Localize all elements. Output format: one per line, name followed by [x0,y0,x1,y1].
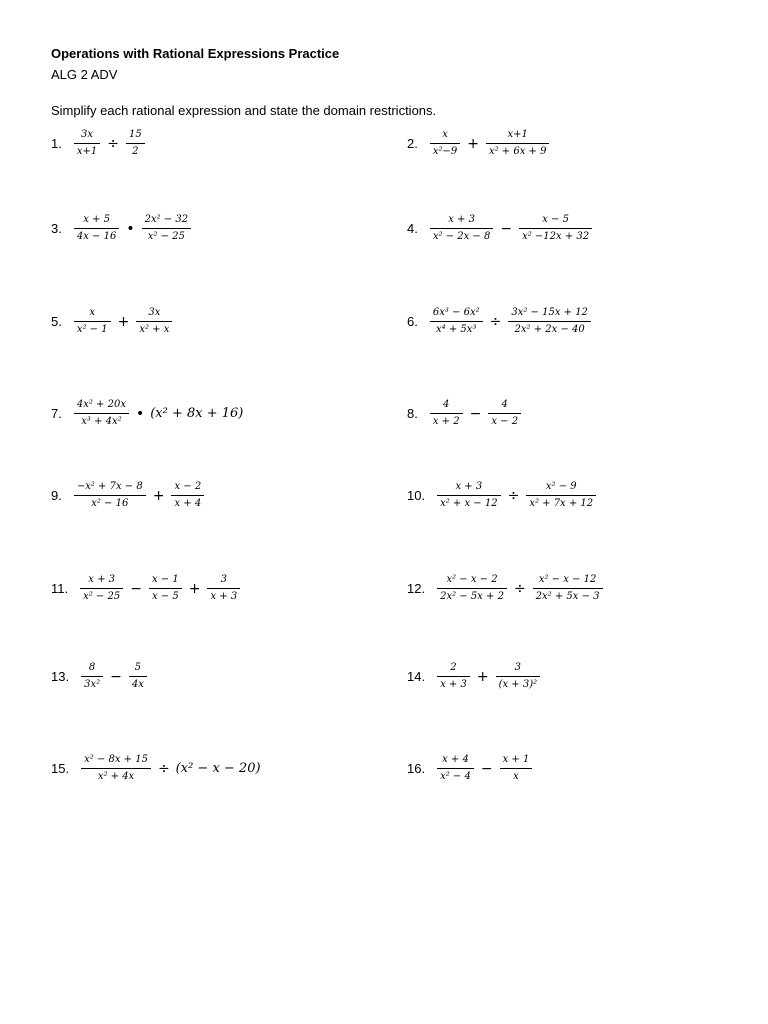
denominator: 4x − 16 [74,228,119,243]
fraction [136,307,172,336]
problem-12 [407,574,606,603]
problem-2 [407,129,552,158]
numerator: x² − 9 [545,481,577,492]
denominator: x²−9 [430,143,460,158]
expression [434,574,605,603]
denominator: x + 3 [207,588,240,603]
problem-number: 9. [51,488,62,503]
numerator: 3x² − 15x + 12 [511,307,588,318]
denominator: x² + 6x + 9 [486,143,550,158]
fraction [430,399,463,428]
fraction [74,214,119,243]
operator: • [135,405,145,422]
expression [71,214,194,243]
polynomial-factor: (x² − x − 20) [175,761,261,776]
fraction [437,481,501,510]
problem-number: 5. [51,314,62,329]
denominator: x − 5 [149,588,182,603]
numerator: 3 [514,662,522,673]
numerator: 4 [443,399,450,410]
fraction [437,574,507,603]
expression [71,399,244,428]
numerator: 2x² − 32 [144,214,189,225]
expression [71,307,176,336]
problem-number: 10. [407,488,426,503]
denominator: x² − 2x − 8 [430,228,494,243]
fraction [74,481,146,510]
problem-number: 3. [51,221,62,236]
problem-15 [51,754,261,783]
numerator: x + 3 [455,481,483,492]
fraction [81,662,103,691]
numerator: 2 [450,662,457,673]
denominator: x³ + 4x² [74,413,129,428]
expression [434,481,599,510]
denominator: (x + 3)² [496,676,541,691]
problem-number: 7. [51,406,62,421]
fraction [430,307,483,336]
fraction [488,399,521,428]
denominator: x² + x [136,321,172,336]
polynomial-factor: (x² + 8x + 16) [150,406,244,421]
numerator: 3 [220,574,227,585]
operator: ÷ [157,760,170,777]
problem-13 [51,662,150,691]
expression [427,129,553,158]
problem-7 [51,399,243,428]
denominator: 3x² [81,676,103,691]
numerator: 4 [501,399,508,410]
operator: • [126,220,135,237]
problem-6 [407,307,594,336]
numerator: x + 1 [502,754,530,765]
operator: + [476,668,489,685]
problem-9 [51,481,207,510]
numerator: x² − x − 12 [538,574,597,585]
denominator: 4x [129,676,147,691]
numerator: x + 4 [442,754,469,765]
problem-1 [51,129,148,158]
expression [427,307,594,336]
problem-4 [407,214,595,243]
problem-number: 14. [407,669,426,684]
expression [71,481,207,510]
fraction [430,129,460,158]
denominator: x² − 4 [437,768,474,783]
numerator: x − 2 [174,481,202,492]
denominator: x² −12x + 32 [519,228,592,243]
fraction [486,129,550,158]
operator: ÷ [489,313,502,330]
problem-3 [51,214,194,243]
fraction [80,574,123,603]
fraction [142,214,191,243]
problem-number: 15. [51,761,70,776]
numerator: x [89,307,96,318]
expression [427,214,595,243]
fraction [74,399,129,428]
denominator: x + 3 [437,676,470,691]
denominator: x² − 1 [74,321,111,336]
problem-number: 2. [407,136,418,151]
numerator: 3x [148,307,161,318]
numerator: x − 1 [151,574,179,585]
denominator: x + 2 [430,413,463,428]
problem-number: 16. [407,761,426,776]
denominator: 2x² − 5x + 2 [437,588,507,603]
numerator: x + 3 [448,214,475,225]
problem-11 [51,574,243,603]
fraction [430,214,494,243]
problem-14 [407,662,543,691]
operator: − [469,405,482,422]
problem-number: 12. [407,581,426,596]
expression [434,754,535,783]
denominator: x² − 25 [80,588,123,603]
problem-number: 8. [407,406,418,421]
problem-16 [407,754,535,783]
fraction [81,754,151,783]
fraction [437,662,470,691]
denominator: x + 4 [171,495,204,510]
denominator: x² + 7x + 12 [526,495,596,510]
expression [427,399,524,428]
expression [71,129,148,158]
fraction [496,662,541,691]
operator: − [110,668,122,685]
operator: − [500,220,513,237]
numerator: x+1 [507,129,528,140]
numerator: x² − 8x + 15 [84,754,148,765]
numerator: x + 3 [88,574,116,585]
fraction [207,574,240,603]
operator: + [188,580,201,597]
denominator: x² + x − 12 [437,495,501,510]
operator: ÷ [513,580,526,597]
numerator: −x² + 7x − 8 [76,481,143,492]
expression [78,754,260,783]
fraction [74,129,100,158]
operator: + [152,487,165,504]
problem-number: 6. [407,314,418,329]
numerator: x² − x − 2 [446,574,498,585]
numerator: 4x² + 20x [76,399,126,410]
operator: ÷ [507,487,520,504]
fraction [171,481,204,510]
worksheet-title: Operations with Rational Expressions Practice [51,46,340,61]
denominator: 2x² + 2x − 40 [508,321,591,336]
denominator: x² − 16 [74,495,146,510]
instructions: Simplify each rational expression and state the domain restrictions. [51,103,437,118]
operator: + [117,313,130,330]
operator: − [130,580,142,597]
fraction [129,662,147,691]
expression [78,662,150,691]
fraction [500,754,533,783]
problem-number: 4. [407,221,418,236]
numerator: x − 5 [542,214,569,225]
fraction [519,214,592,243]
numerator: x [442,129,448,140]
denominator: x+1 [74,143,100,158]
fraction [149,574,182,603]
numerator: 3x [81,129,94,140]
problem-number: 1. [51,136,62,151]
denominator: x² − 25 [142,228,191,243]
problem-5 [51,307,175,336]
numerator: 6x³ − 6x² [432,307,480,318]
fraction [126,129,145,158]
numerator: 5 [134,662,142,673]
problem-number: 13. [51,669,70,684]
fraction [508,307,591,336]
numerator: 15 [128,129,142,140]
denominator: x⁴ + 5x³ [430,321,483,336]
numerator: 8 [88,662,96,673]
problem-10 [407,481,599,510]
expression [77,574,243,603]
fraction [526,481,596,510]
fraction [437,754,474,783]
operator: − [480,760,493,777]
expression [434,662,543,691]
course-label: ALG 2 ADV [51,67,118,82]
operator: + [467,135,479,152]
numerator: x + 5 [83,214,110,225]
operator: ÷ [107,135,119,152]
denominator: x − 2 [488,413,521,428]
denominator: 2x² + 5x − 3 [533,588,603,603]
fraction [74,307,111,336]
fraction [533,574,603,603]
denominator: x² + 4x [81,768,151,783]
problem-number: 11. [51,581,69,596]
denominator: x [500,768,533,783]
denominator: 2 [126,143,145,158]
problem-8 [407,399,524,428]
